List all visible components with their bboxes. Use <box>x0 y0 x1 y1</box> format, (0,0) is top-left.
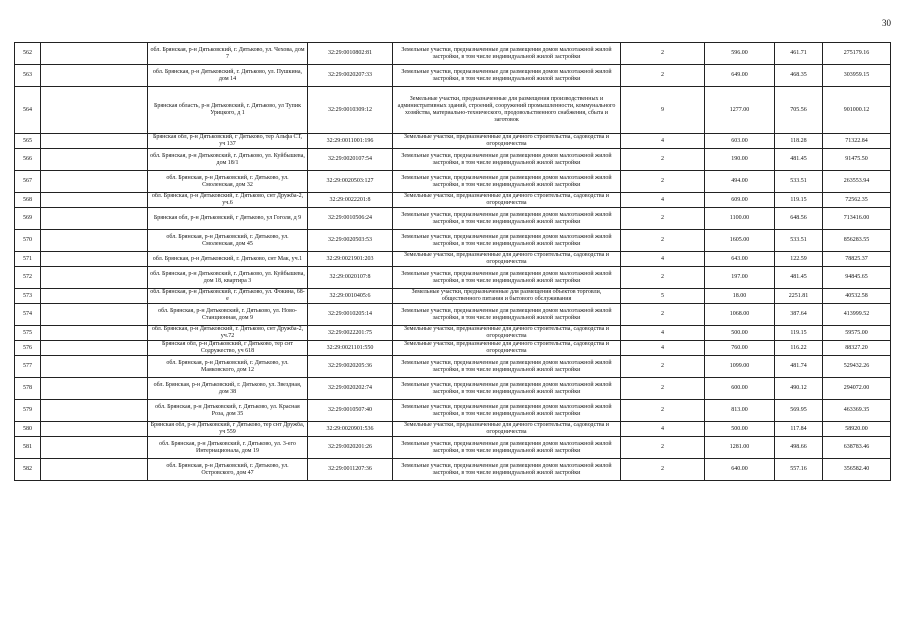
cadastral-number-cell: 32:29:0010309:12 <box>308 87 393 134</box>
use-group-cell: 2 <box>621 65 705 87</box>
address-cell: обл. Брянская, р-н Дятьковский, г. Дятьково, ул. Чехова, дом 7 <box>148 43 308 65</box>
cadastral-number-cell: 32:29:0020503:53 <box>308 230 393 252</box>
cadastral-value-cell: 72562.35 <box>823 193 891 208</box>
row-number-cell: 578 <box>15 378 41 400</box>
area-cell: 813.00 <box>705 400 775 422</box>
area-cell: 190.00 <box>705 149 775 171</box>
specific-value-cell: 569.95 <box>775 400 823 422</box>
permitted-use-cell: Земельные участки, предназначенные для дачного строительства, садоводства и огородничества <box>393 341 621 356</box>
cadastral-value-cell: 40532.58 <box>823 289 891 304</box>
cadastral-number-cell: 32:29:0010802:81 <box>308 43 393 65</box>
table-row <box>15 43 891 65</box>
cadastral-value-cell: 901000.12 <box>823 87 891 134</box>
table-row <box>15 171 891 193</box>
address-cell: обл. Брянская, р-н Дятьковский, г. Дятьково, ул. Маяковского, дом 12 <box>148 356 308 378</box>
specific-value-cell: 2251.81 <box>775 289 823 304</box>
table-row <box>15 193 891 208</box>
specific-value-cell: 481.74 <box>775 356 823 378</box>
permitted-use-cell: Земельные участки, предназначенные для размещения домов малоэтажной жилой застройки, в том числе индивидуальной жилой застройки <box>393 149 621 171</box>
spacer-cell <box>41 65 148 87</box>
permitted-use-cell: Земельные участки, предназначенные для дачного строительства, садоводства и огородничества <box>393 252 621 267</box>
row-number-cell: 580 <box>15 422 41 437</box>
permitted-use-cell: Земельные участки, предназначенные для размещения домов малоэтажной жилой застройки, в том числе индивидуальной жилой застройки <box>393 400 621 422</box>
spacer-cell <box>41 43 148 65</box>
address-cell: обл. Брянская, р-н Дятьковский, г. Дятьково, снт Мак, уч.1 <box>148 252 308 267</box>
specific-value-cell: 117.84 <box>775 422 823 437</box>
row-number-cell: 565 <box>15 134 41 149</box>
cadastral-value-cell: 303959.15 <box>823 65 891 87</box>
table-row <box>15 289 891 304</box>
area-cell: 18.00 <box>705 289 775 304</box>
permitted-use-cell: Земельные участки, предназначенные для размещения домов малоэтажной жилой застройки, в том числе индивидуальной жилой застройки <box>393 459 621 481</box>
address-cell: обл. Брянская, р-н Дятьковский, г. Дятьково, снт Дружба-2, уч.6 <box>148 193 308 208</box>
cadastral-number-cell: 32:29:0010506:24 <box>308 208 393 230</box>
spacer-cell <box>41 171 148 193</box>
use-group-cell: 4 <box>621 422 705 437</box>
specific-value-cell: 119.15 <box>775 193 823 208</box>
cadastral-number-cell: 32:29:0020207:33 <box>308 65 393 87</box>
address-cell: Брянская обл, р-н Дятьковский, г Дятьково, тер Альфа СТ, уч 137 <box>148 134 308 149</box>
cadastral-number-cell: 32:29:0020107:8 <box>308 267 393 289</box>
use-group-cell: 4 <box>621 326 705 341</box>
use-group-cell: 2 <box>621 437 705 459</box>
use-group-cell: 4 <box>621 341 705 356</box>
spacer-cell <box>41 289 148 304</box>
spacer-cell <box>41 267 148 289</box>
specific-value-cell: 490.12 <box>775 378 823 400</box>
cadastral-value-cell: 713416.00 <box>823 208 891 230</box>
address-cell: обл. Брянская, р-н Дятьковский, г. Дятьково, ул. Ново-Станционная, дом 9 <box>148 304 308 326</box>
specific-value-cell: 468.35 <box>775 65 823 87</box>
spacer-cell <box>41 437 148 459</box>
table-row <box>15 267 891 289</box>
cadastral-value-cell: 638783.46 <box>823 437 891 459</box>
row-number-cell: 568 <box>15 193 41 208</box>
permitted-use-cell: Земельные участки, предназначенные для размещения домов малоэтажной жилой застройки, в том числе индивидуальной жилой застройки <box>393 356 621 378</box>
cadastral-number-cell: 32:29:0022201:75 <box>308 326 393 341</box>
cadastral-value-cell: 91475.50 <box>823 149 891 171</box>
area-cell: 1605.00 <box>705 230 775 252</box>
specific-value-cell: 648.56 <box>775 208 823 230</box>
cadastral-value-cell: 78825.37 <box>823 252 891 267</box>
spacer-cell <box>41 208 148 230</box>
area-cell: 500.00 <box>705 422 775 437</box>
address-cell: Брянская обл, р-н Дятьковский, г Дятьково, тер снт Дружба, уч 559 <box>148 422 308 437</box>
specific-value-cell: 498.66 <box>775 437 823 459</box>
cadastral-value-cell: 94845.65 <box>823 267 891 289</box>
spacer-cell <box>41 149 148 171</box>
area-cell: 1068.00 <box>705 304 775 326</box>
use-group-cell: 2 <box>621 459 705 481</box>
cadastral-value-cell: 71322.84 <box>823 134 891 149</box>
row-number-cell: 571 <box>15 252 41 267</box>
area-cell: 609.00 <box>705 193 775 208</box>
row-number-cell: 574 <box>15 304 41 326</box>
cadastral-number-cell: 32:29:0010405:6 <box>308 289 393 304</box>
address-cell: обл. Брянская, р-н Дятьковский, г. Дятьково, ул. Куйбышева, дом 18, квартира 3 <box>148 267 308 289</box>
specific-value-cell: 481.45 <box>775 149 823 171</box>
cadastral-value-cell: 356582.40 <box>823 459 891 481</box>
specific-value-cell: 119.15 <box>775 326 823 341</box>
permitted-use-cell: Земельные участки, предназначенные для дачного строительства, садоводства и огородничества <box>393 326 621 341</box>
specific-value-cell: 122.59 <box>775 252 823 267</box>
specific-value-cell: 387.64 <box>775 304 823 326</box>
cadastral-value-cell: 263553.94 <box>823 171 891 193</box>
address-cell: обл. Брянская, р-н Дятьковский, г. Дятьково, снт Дружба-2, уч.72 <box>148 326 308 341</box>
permitted-use-cell: Земельные участки, предназначенные для размещения домов малоэтажной жилой застройки, в том числе индивидуальной жилой застройки <box>393 267 621 289</box>
specific-value-cell: 557.16 <box>775 459 823 481</box>
permitted-use-cell: Земельные участки, предназначенные для размещения домов малоэтажной жилой застройки, в том числе индивидуальной жилой застройки <box>393 208 621 230</box>
specific-value-cell: 533.51 <box>775 230 823 252</box>
use-group-cell: 2 <box>621 267 705 289</box>
spacer-cell <box>41 356 148 378</box>
use-group-cell: 4 <box>621 134 705 149</box>
area-cell: 643.00 <box>705 252 775 267</box>
use-group-cell: 2 <box>621 304 705 326</box>
cadastral-number-cell: 32:29:0020901:536 <box>308 422 393 437</box>
address-cell: обл. Брянская, р-н Дятьковский, г. Дятьково, ул. Красная Роза, дом 35 <box>148 400 308 422</box>
permitted-use-cell: Земельные участки, предназначенные для дачного строительства, садоводства и огородничества <box>393 193 621 208</box>
spacer-cell <box>41 304 148 326</box>
use-group-cell: 2 <box>621 171 705 193</box>
address-cell: обл. Брянская, р-н Дятьковский, г. Дятьково, ул. Пушкина, дом 14 <box>148 65 308 87</box>
cadastral-value-cell: 463369.35 <box>823 400 891 422</box>
cadastral-value-cell: 88327.20 <box>823 341 891 356</box>
table-row <box>15 422 891 437</box>
row-number-cell: 570 <box>15 230 41 252</box>
cadastral-number-cell: 32:29:0021101:550 <box>308 341 393 356</box>
area-cell: 1277.00 <box>705 87 775 134</box>
specific-value-cell: 116.22 <box>775 341 823 356</box>
address-cell: обл. Брянская, р-н Дятьковский, г. Дятьково, ул. Смоленская, дом 32 <box>148 171 308 193</box>
table-row <box>15 326 891 341</box>
area-cell: 1281.00 <box>705 437 775 459</box>
cadastral-value-cell: 294072.00 <box>823 378 891 400</box>
address-cell: обл. Брянская, р-н Дятьковский, г. Дятьково, ул. Звездная, дом 38 <box>148 378 308 400</box>
area-cell: 1099.00 <box>705 356 775 378</box>
table-row <box>15 65 891 87</box>
permitted-use-cell: Земельные участки, предназначенные для дачного строительства, садоводства и огородничества <box>393 422 621 437</box>
row-number-cell: 579 <box>15 400 41 422</box>
address-cell: обл. Брянская, р-н Дятьковский, г. Дятьково, ул. Фокина, 68-е <box>148 289 308 304</box>
table-row <box>15 149 891 171</box>
table-row <box>15 230 891 252</box>
spacer-cell <box>41 134 148 149</box>
table-row <box>15 208 891 230</box>
area-cell: 596.00 <box>705 43 775 65</box>
cadastral-value-cell: 59575.00 <box>823 326 891 341</box>
cadastral-number-cell: 32:29:0021901:203 <box>308 252 393 267</box>
spacer-cell <box>41 378 148 400</box>
spacer-cell <box>41 459 148 481</box>
cadastral-number-cell: 32:29:0011207:36 <box>308 459 393 481</box>
cadastral-number-cell: 32:29:0022201:8 <box>308 193 393 208</box>
address-cell: Брянская обл, р-н Дятьковский, г Дятьково, ул Гоголя, д 9 <box>148 208 308 230</box>
spacer-cell <box>41 87 148 134</box>
use-group-cell: 5 <box>621 289 705 304</box>
permitted-use-cell: Земельные участки, предназначенные для дачного строительства, садоводства и огородничества <box>393 134 621 149</box>
area-cell: 603.00 <box>705 134 775 149</box>
row-number-cell: 563 <box>15 65 41 87</box>
row-number-cell: 567 <box>15 171 41 193</box>
use-group-cell: 2 <box>621 378 705 400</box>
row-number-cell: 573 <box>15 289 41 304</box>
row-number-cell: 572 <box>15 267 41 289</box>
cadastral-number-cell: 32:29:0020107:54 <box>308 149 393 171</box>
cadastral-value-cell: 275179.16 <box>823 43 891 65</box>
address-cell: обл. Брянская, р-н Дятьковский, г. Дятьково, ул. 3-его Интернационала, дом 19 <box>148 437 308 459</box>
table-row <box>15 304 891 326</box>
permitted-use-cell: Земельные участки, предназначенные для размещения производственных и административных зданий, строений, сооружений промышленности, коммунального хозяйства, материально-технического, продовольственного снабжения, сбыта и заготовок <box>393 87 621 134</box>
row-number-cell: 564 <box>15 87 41 134</box>
spacer-cell <box>41 400 148 422</box>
use-group-cell: 9 <box>621 87 705 134</box>
row-number-cell: 576 <box>15 341 41 356</box>
address-cell: обл. Брянская, р-н Дятьковский, г. Дятьково, ул. Куйбышева, дом 18/1 <box>148 149 308 171</box>
table-row <box>15 87 891 134</box>
row-number-cell: 569 <box>15 208 41 230</box>
table-row <box>15 378 891 400</box>
cadastral-value-cell: 413999.52 <box>823 304 891 326</box>
cadastral-value-cell: 58920.00 <box>823 422 891 437</box>
use-group-cell: 4 <box>621 193 705 208</box>
specific-value-cell: 481.45 <box>775 267 823 289</box>
use-group-cell: 2 <box>621 356 705 378</box>
specific-value-cell: 533.51 <box>775 171 823 193</box>
cadastral-number-cell: 32:29:0010507:40 <box>308 400 393 422</box>
cadastral-number-cell: 32:29:0011001:196 <box>308 134 393 149</box>
area-cell: 1100.00 <box>705 208 775 230</box>
address-cell: обл. Брянская, р-н Дятьковский, г. Дятьково, ул. Островского, дом 47 <box>148 459 308 481</box>
specific-value-cell: 118.28 <box>775 134 823 149</box>
row-number-cell: 566 <box>15 149 41 171</box>
use-group-cell: 2 <box>621 230 705 252</box>
area-cell: 760.00 <box>705 341 775 356</box>
permitted-use-cell: Земельные участки, предназначенные для размещения домов малоэтажной жилой застройки, в том числе индивидуальной жилой застройки <box>393 65 621 87</box>
area-cell: 494.00 <box>705 171 775 193</box>
use-group-cell: 2 <box>621 43 705 65</box>
spacer-cell <box>41 252 148 267</box>
area-cell: 640.00 <box>705 459 775 481</box>
permitted-use-cell: Земельные участки, предназначенные для размещения домов малоэтажной жилой застройки, в том числе индивидуальной жилой застройки <box>393 230 621 252</box>
specific-value-cell: 461.71 <box>775 43 823 65</box>
row-number-cell: 581 <box>15 437 41 459</box>
table-row <box>15 437 891 459</box>
spacer-cell <box>41 230 148 252</box>
use-group-cell: 2 <box>621 149 705 171</box>
row-number-cell: 562 <box>15 43 41 65</box>
cadastral-value-cell: 856283.55 <box>823 230 891 252</box>
permitted-use-cell: Земельные участки, предназначенные для размещения домов малоэтажной жилой застройки, в том числе индивидуальной жилой застройки <box>393 378 621 400</box>
page-number: 30 <box>882 18 891 28</box>
area-cell: 649.00 <box>705 65 775 87</box>
cadastral-number-cell: 32:29:0020503:127 <box>308 171 393 193</box>
spacer-cell <box>41 422 148 437</box>
cadastral-value-cell: 529432.26 <box>823 356 891 378</box>
table-row <box>15 134 891 149</box>
row-number-cell: 575 <box>15 326 41 341</box>
row-number-cell: 577 <box>15 356 41 378</box>
cadastral-number-cell: 32:29:0010205:14 <box>308 304 393 326</box>
table-row <box>15 400 891 422</box>
permitted-use-cell: Земельные участки, предназначенные для размещения домов малоэтажной жилой застройки, в том числе индивидуальной жилой застройки <box>393 43 621 65</box>
table-row <box>15 356 891 378</box>
spacer-cell <box>41 193 148 208</box>
row-number-cell: 582 <box>15 459 41 481</box>
table-row <box>15 459 891 481</box>
permitted-use-cell: Земельные участки, предназначенные для размещения домов малоэтажной жилой застройки, в том числе индивидуальной жилой застройки <box>393 304 621 326</box>
address-cell: Брянская обл, р-н Дятьковский, г Дятьково, тер снт Содружество, уч 618 <box>148 341 308 356</box>
table-row <box>15 341 891 356</box>
area-cell: 197.00 <box>705 267 775 289</box>
cadastral-number-cell: 32:29:0020201:26 <box>308 437 393 459</box>
use-group-cell: 2 <box>621 208 705 230</box>
cadastral-number-cell: 32:29:0020202:74 <box>308 378 393 400</box>
permitted-use-cell: Земельные участки, предназначенные для размещения домов малоэтажной жилой застройки, в том числе индивидуальной жилой застройки <box>393 171 621 193</box>
permitted-use-cell: Земельные участки, предназначенные для размещения домов малоэтажной жилой застройки, в том числе индивидуальной жилой застройки <box>393 437 621 459</box>
spacer-cell <box>41 326 148 341</box>
address-cell: Брянская область, р-н Дятьковский, г. Дятьково, ул Тупик Урицкого, д 1 <box>148 87 308 134</box>
use-group-cell: 2 <box>621 400 705 422</box>
use-group-cell: 4 <box>621 252 705 267</box>
land-registry-table <box>14 42 891 481</box>
cadastral-number-cell: 32:29:0020205:36 <box>308 356 393 378</box>
spacer-cell <box>41 341 148 356</box>
table-row <box>15 252 891 267</box>
address-cell: обл. Брянская, р-н Дятьковский, г. Дятьково, ул. Смоленская, дом 45 <box>148 230 308 252</box>
permitted-use-cell: Земельные участки, предназначенные для размещения объектов торговли, общественного питания и бытового обслуживания <box>393 289 621 304</box>
specific-value-cell: 705.56 <box>775 87 823 134</box>
area-cell: 500.00 <box>705 326 775 341</box>
area-cell: 600.00 <box>705 378 775 400</box>
